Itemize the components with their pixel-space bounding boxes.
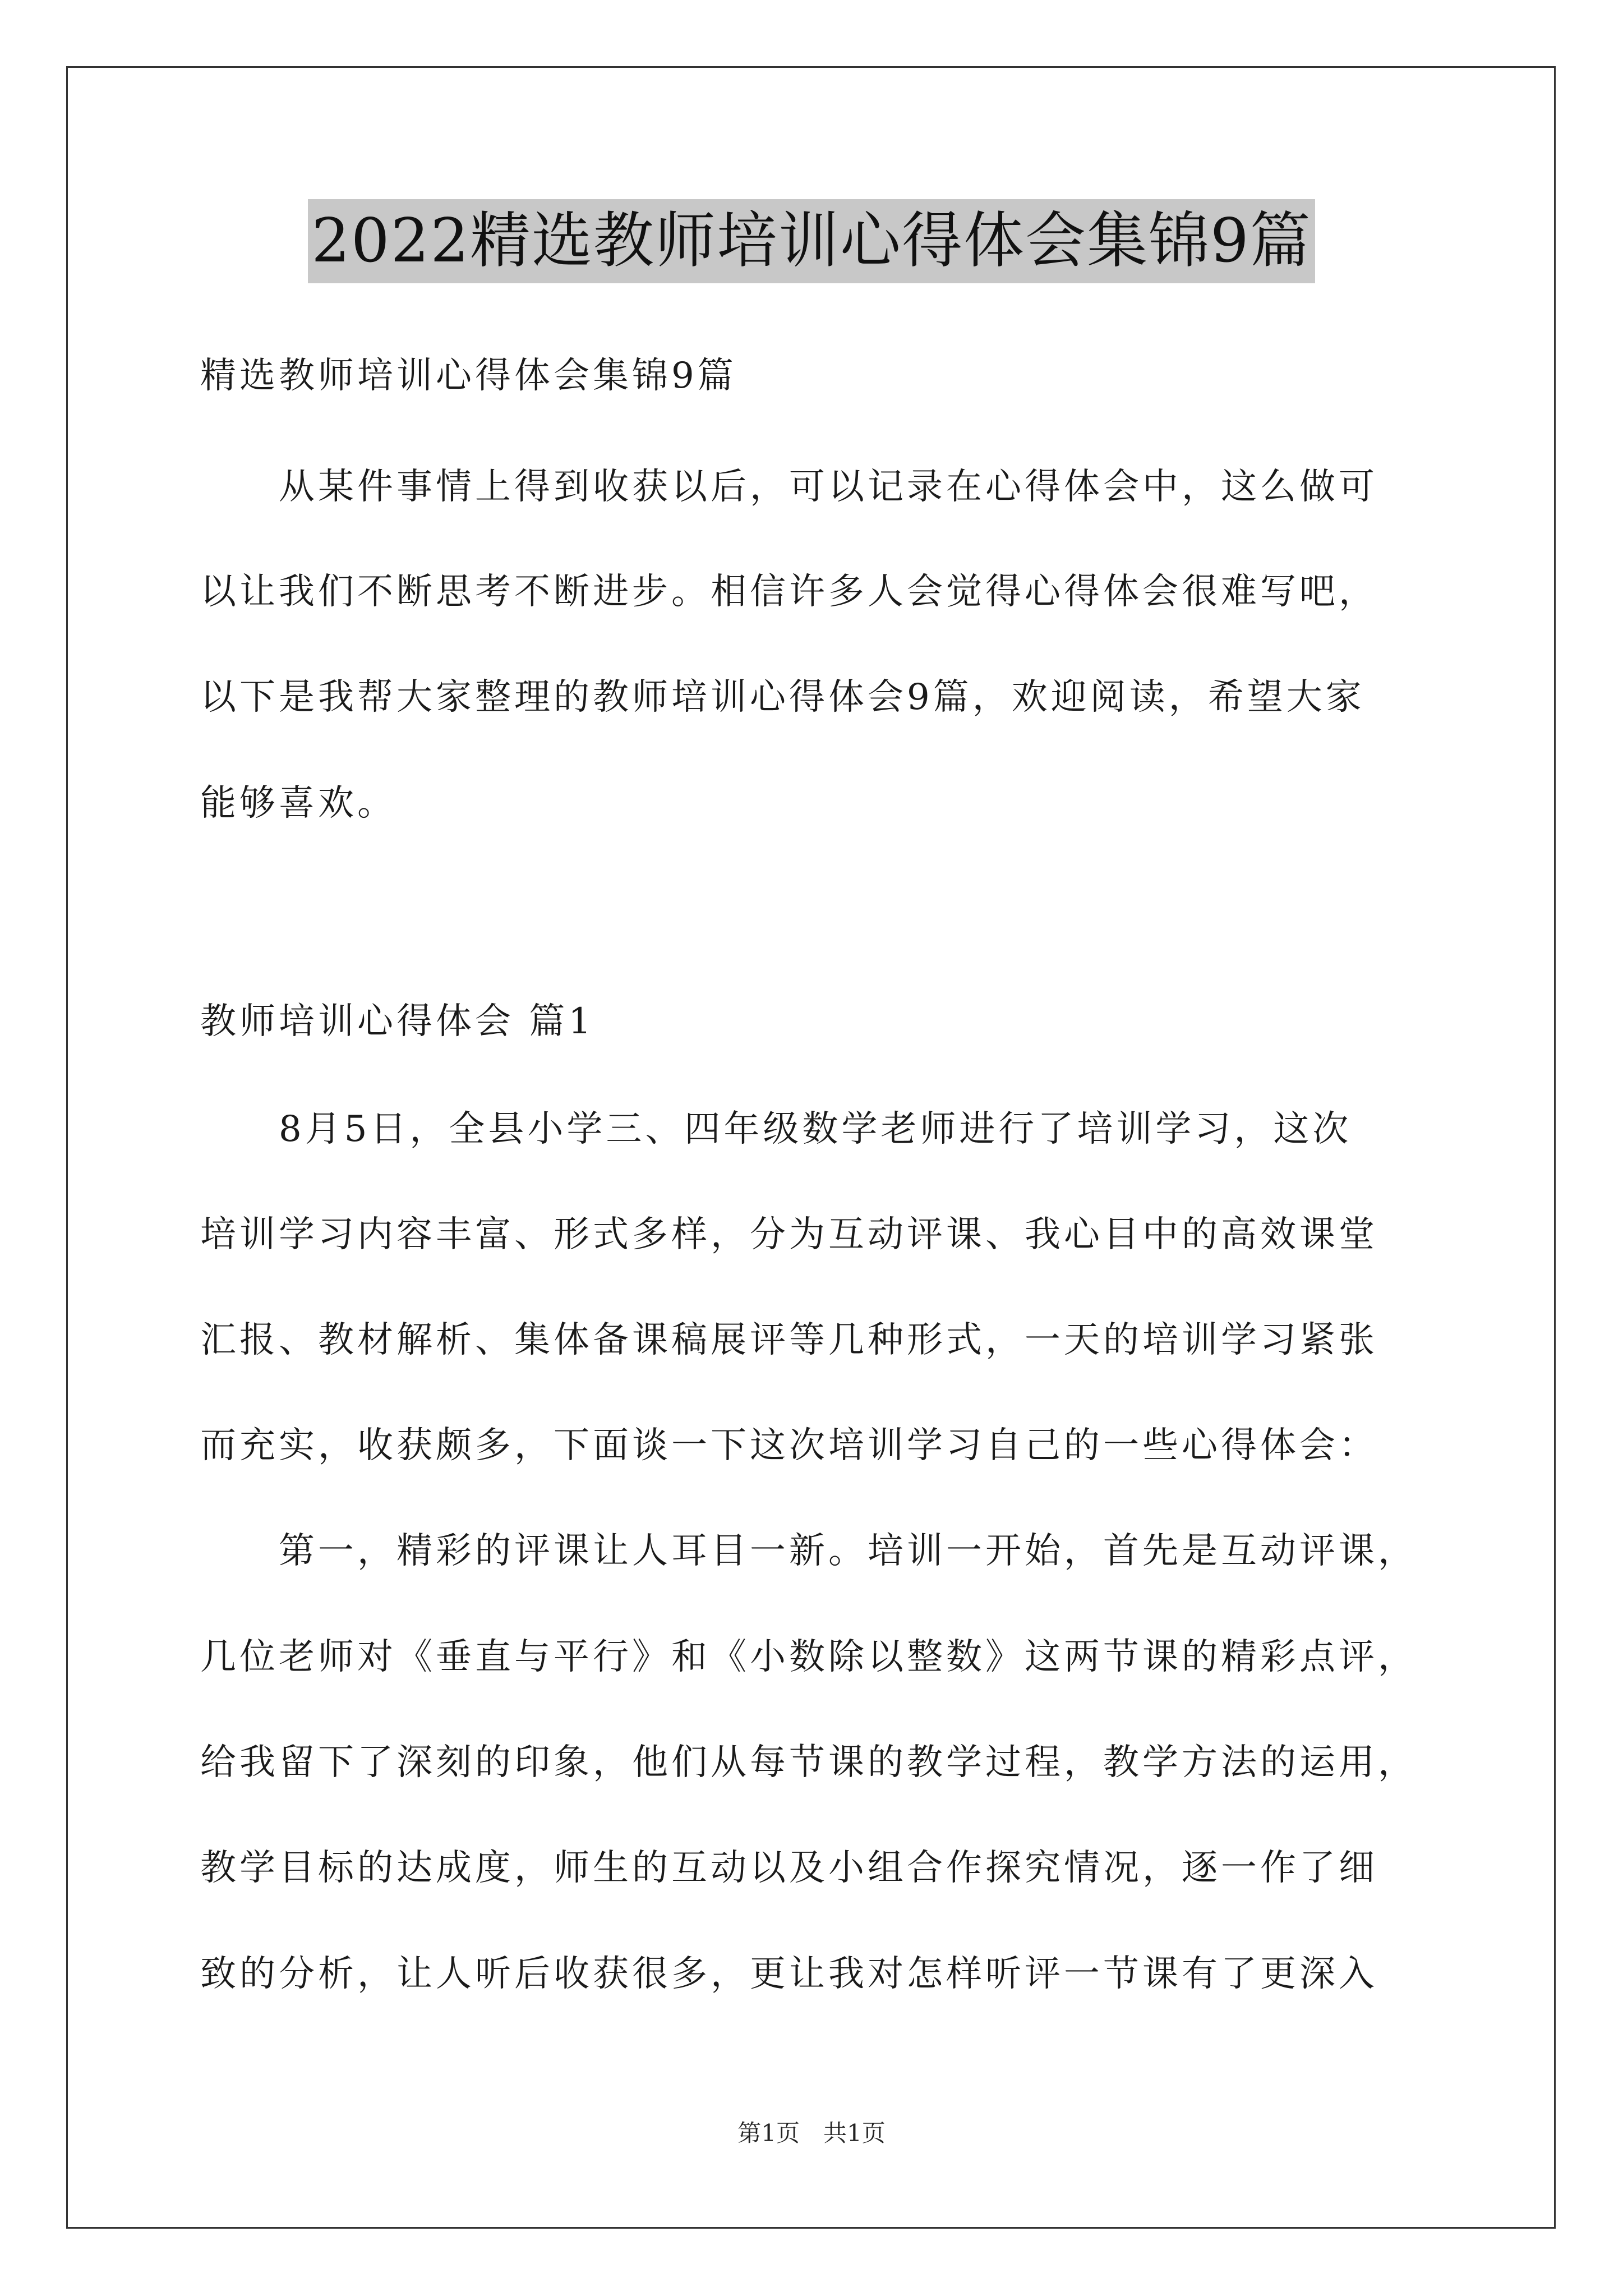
paragraph-line: 第一，精彩的评课让人耳目一新。培训一开始，首先是互动评课，: [279, 1530, 1417, 1572]
paragraph-line: 几位老师对《垂直与平行》和《小数除以整数》这两节课的精彩点评，: [200, 1636, 1417, 1678]
paragraph-line: 给我留下了深刻的印象，他们从每节课的教学过程，教学方法的运用，: [200, 1742, 1417, 1783]
document-subtitle: 精选教师培训心得体会集锦9篇: [200, 355, 737, 397]
intro-line: 从某件事情上得到收获以后，可以记录在心得体会中，这么做可: [279, 466, 1378, 508]
paragraph-line: 培训学习内容丰富、形式多样，分为互动评课、我心目中的高效课堂: [200, 1214, 1378, 1255]
paragraph-line: 教学目标的达成度，师生的互动以及小组合作探究情况，逐一作了细: [200, 1847, 1378, 1889]
intro-line: 以下是我帮大家整理的教师培训心得体会9篇，欢迎阅读，希望大家: [200, 677, 1365, 718]
page-footer: 第1页 共1页: [737, 2119, 886, 2147]
paragraph-line: 致的分析，让人听后收获很多，更让我对怎样听评一节课有了更深入: [200, 1953, 1378, 1995]
title-container: [0, 199, 1623, 283]
paragraph-line: 8月5日，全县小学三、四年级数学老师进行了培训学习，这次: [279, 1108, 1352, 1150]
intro-line: 能够喜欢。: [200, 783, 396, 824]
intro-line: 以让我们不断思考不断进步。相信许多人会觉得心得体会很难写吧，: [200, 571, 1378, 613]
document-title: 2022精选教师培训心得体会集锦9篇: [308, 199, 1315, 283]
paragraph-line: 而充实，收获颇多，下面谈一下这次培训学习自己的一些心得体会：: [200, 1425, 1378, 1466]
section-heading: 教师培训心得体会 篇1: [200, 1001, 595, 1042]
paragraph-line: 汇报、教材解析、集体备课稿展评等几种形式，一天的培训学习紧张: [200, 1319, 1378, 1361]
